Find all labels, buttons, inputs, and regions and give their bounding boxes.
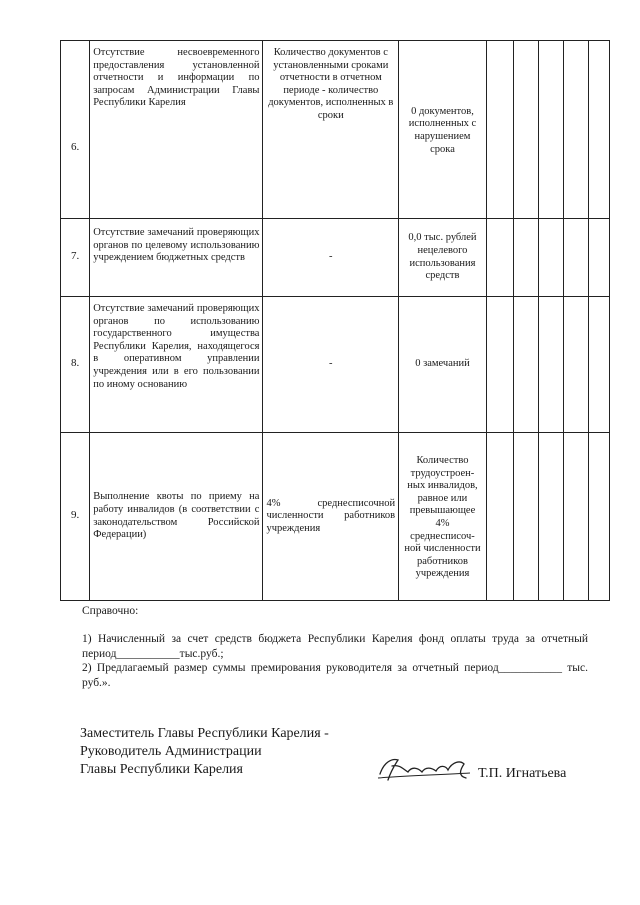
empty-cell bbox=[589, 297, 610, 433]
note-item-2: 2) Предлагаемый размер суммы премирования руководителя за отчетный период___________ тыс. руб.». bbox=[82, 662, 588, 689]
empty-cell bbox=[589, 433, 610, 601]
row-number: 7. bbox=[61, 219, 90, 297]
table-row bbox=[61, 219, 610, 297]
value-cell: Количество трудоустроен-ных инвалидов, равное или превышающее 4% среднесписоч-ной численности работников учреждения bbox=[399, 433, 487, 601]
table-row bbox=[61, 433, 610, 601]
criterion-cell: Выполнение квоты по приему на работу инвалидов (в соответствии с законодательством Российской Федерации) bbox=[90, 433, 263, 601]
reference-notes bbox=[82, 604, 588, 690]
empty-cell bbox=[538, 297, 563, 433]
value-cell: 0,0 тыс. рублей нецелевого использования средств bbox=[399, 219, 487, 297]
signatory-position bbox=[80, 725, 329, 780]
criterion-cell: Отсутствие замечаний проверяющих органов по целевому использованию учреждением бюджетных средств bbox=[90, 219, 263, 297]
criterion-cell: Отсутствие несвоевременного предоставления установленной отчетности и информации по запросам Администрации Главы Республики Карелия bbox=[90, 41, 263, 219]
empty-cell bbox=[486, 41, 513, 219]
empty-cell bbox=[564, 219, 589, 297]
criteria-table bbox=[60, 40, 610, 601]
indicator-cell: Количество документов с установленными сроками отчетности в отчетном периоде - количество документов, исполненных в сроки bbox=[263, 41, 399, 219]
empty-cell bbox=[564, 297, 589, 433]
row-number: 8. bbox=[61, 297, 90, 433]
empty-cell bbox=[486, 297, 513, 433]
empty-cell bbox=[538, 41, 563, 219]
indicator-cell: 4% среднесписочной численности работников учреждения bbox=[263, 433, 399, 601]
signatory-name: Т.П. Игнатьева bbox=[478, 766, 567, 781]
empty-cell bbox=[589, 219, 610, 297]
value-cell: 0 замечаний bbox=[399, 297, 487, 433]
empty-cell bbox=[513, 219, 538, 297]
empty-cell bbox=[564, 41, 589, 219]
empty-cell bbox=[486, 219, 513, 297]
empty-cell bbox=[513, 41, 538, 219]
empty-cell bbox=[564, 433, 589, 601]
indicator-cell: - bbox=[263, 297, 399, 433]
indicator-cell: - bbox=[263, 219, 399, 297]
position-line: Руководитель Администрации bbox=[80, 744, 262, 760]
empty-cell bbox=[538, 219, 563, 297]
empty-cell bbox=[589, 41, 610, 219]
row-number: 9. bbox=[61, 433, 90, 601]
value-cell: 0 документов, исполненных с нарушением срока bbox=[399, 41, 487, 219]
criterion-cell: Отсутствие замечаний проверяющих органов по использованию государственного имущества Республики Карелия, находящегося в оперативном управлении учреждения или в его пользовании по иному основанию bbox=[90, 297, 263, 433]
empty-cell bbox=[513, 297, 538, 433]
reference-title: Справочно: bbox=[82, 605, 139, 617]
position-line: Заместитель Главы Республики Карелия - bbox=[80, 726, 329, 741]
table-row bbox=[61, 41, 610, 219]
empty-cell bbox=[538, 433, 563, 601]
table-row bbox=[61, 297, 610, 433]
note-item-1: 1) Начисленный за счет средств бюджета Республики Карелия фонд оплаты труда за отчетный период___________тыс.руб.; bbox=[82, 633, 588, 660]
empty-cell bbox=[486, 433, 513, 601]
row-number: 6. bbox=[61, 41, 90, 219]
empty-cell bbox=[513, 433, 538, 601]
handwritten-signature bbox=[374, 752, 474, 786]
position-line: Главы Республики Карелия bbox=[80, 762, 243, 778]
